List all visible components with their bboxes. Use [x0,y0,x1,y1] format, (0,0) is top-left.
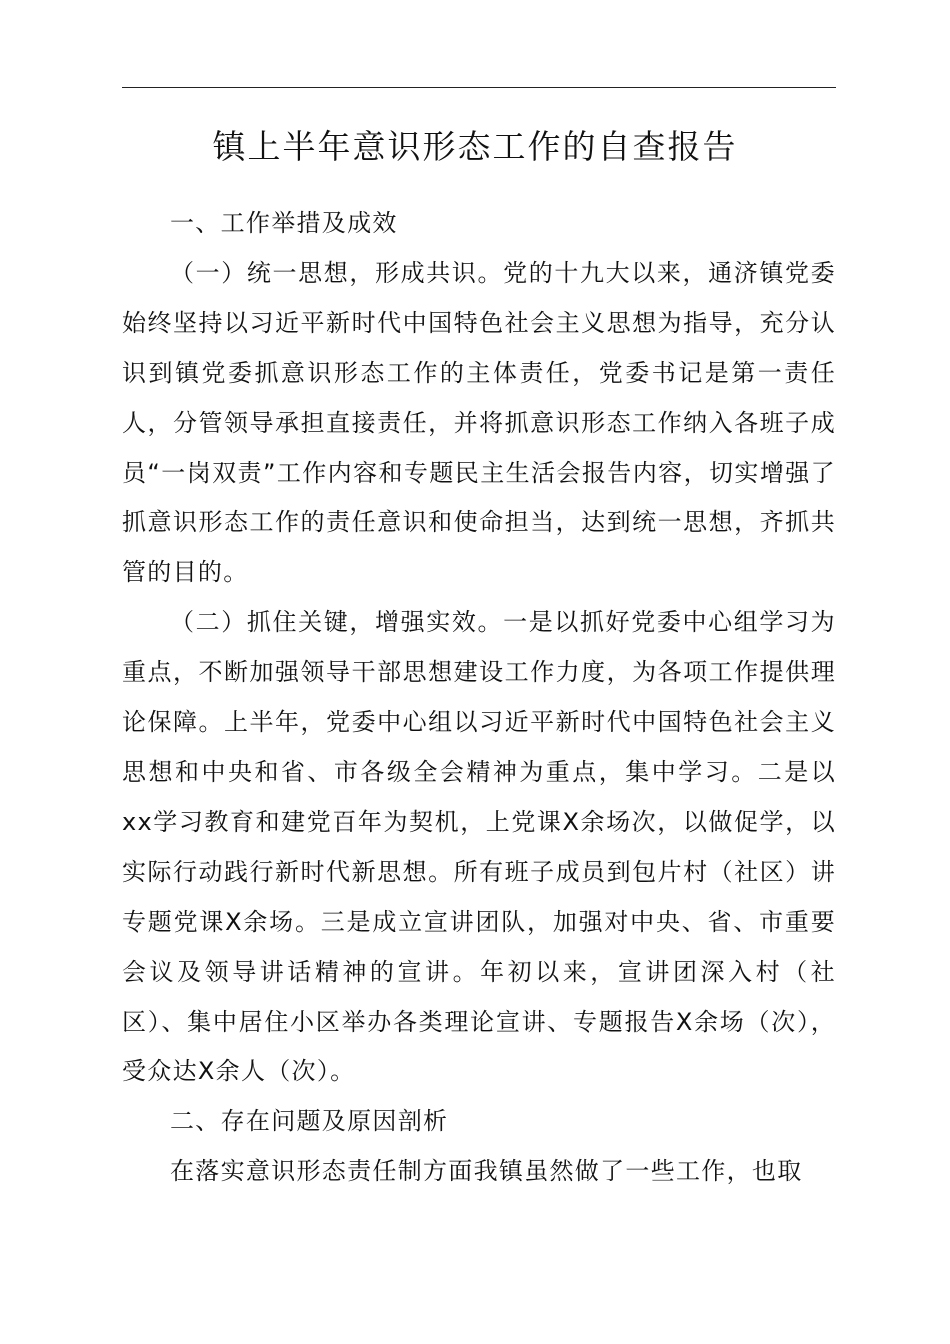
document-title: 镇上半年意识形态工作的自查报告 [212,127,738,166]
section-heading-1: 一、工作举措及成效 [170,209,398,237]
body-paragraph-2: （二）抓住关键，增强实效。一是以抓好党委中心组学习为重点，不断加强领导干部思想建设工作力度，为各项工作提供理论保障。上半年，党委中心组以习近平新时代中国特色社会主义思想和中央和省、市各级全会精神为重点，集中学习。二是以xx学习教育和建党百年为契机，上党课X余场次，以做促学，以实际行动践行新时代新思想。所有班子成员到包片村（社区）讲专题党课X余场。三是成立宣讲团队，加强对中央、省、市重要会议及领导讲话精神的宣讲。年初以来，宣讲团深入村（社区）、集中居住小区举办各类理论宣讲、专题报告X余场（次），受众达X余人（次）。 [122,608,836,1086]
body-paragraph-1: （一）统一思想，形成共识。党的十九大以来，通济镇党委始终坚持以习近平新时代中国特色社会主义思想为指导，充分认识到镇党委抓意识形态工作的主体责任，党委书记是第一责任人，分管领导承担直接责任，并将抓意识形态工作纳入各班子成员“一岗双责”工作内容和专题民主生活会报告内容，切实增强了抓意识形态工作的责任意识和使命担当，达到统一思想，齐抓共管的目的。 [122,258,836,587]
header-rule [122,87,836,88]
body-paragraph-3: 在落实意识形态责任制方面我镇虽然做了一些工作，也取 [170,1157,803,1186]
document-body [122,199,836,1197]
section-heading-2: 二、存在问题及原因剖析 [170,1107,449,1136]
